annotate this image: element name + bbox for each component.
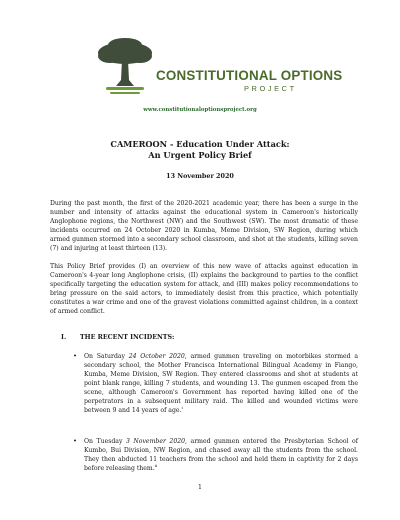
incident-date: 24 October 2020 [128, 353, 185, 360]
bullet-icon: • [73, 352, 78, 360]
logo-title: CONSTITUTIONAL OPTIONS [156, 68, 343, 83]
section-title: THE RECENT INCIDENTS: [80, 334, 175, 341]
footnote-marker[interactable]: ii [154, 462, 158, 468]
incident-date: 3 November 2020 [125, 438, 186, 445]
publication-date: 13 November 2020 [166, 172, 234, 180]
incident-lead: On Tuesday [84, 438, 126, 445]
logo-subtitle: PROJECT [244, 84, 297, 93]
tree-icon [96, 36, 154, 96]
document-title: CAMEROON - Education Under Attack: [110, 139, 290, 149]
website-link[interactable]: www.constitutionaloptionsproject.org [143, 107, 257, 113]
incident-lead: On Saturday [84, 353, 129, 360]
incident-body: , armed gunmen entered the Presbyterian School of Kumbo, Bui Division, NW Region, and chased away all the students from the school. They then abducted 11 teachers from the school and held them in captivity for 2 days before releasing them. [84, 438, 358, 472]
incident-item [84, 352, 358, 415]
page-number: 1 [198, 484, 202, 491]
overview-paragraph: This Policy Brief provides (I) an overview of this new wave of attacks against education in Cameroon's 4-year long Anglophone crisis, (II) explains the background to parties to the conflict specifically targeting the education system for attack, and (III) makes policy recommendations to bring pressure on the said actors, to immediately desist from this practice, which potentially constitutes a war crime and one of the gravest violations committed against children, in a context of armed conflict. [50, 263, 358, 315]
logo [96, 36, 343, 96]
footnote-marker[interactable]: i [181, 404, 183, 410]
bullet-icon: • [73, 437, 78, 445]
incident-item [84, 437, 358, 473]
section-heading [61, 334, 174, 341]
incident-body: , armed gunmen traveling on motorbikes stormed a secondary school, the Mother Francisca International Bilingual Academy in Fiango, Kumba, Meme Division, SW Region. They entered classrooms and shot at students at point blank range, killing 7 students, and wounding 13. The gunmen escaped from the scene, although Cameroon's Government has reported having killed one of the perpetrators in a subsequent military raid. The killed and wounded victims were between 9 and 14 years of age. [84, 353, 359, 414]
section-number: I. [61, 334, 67, 341]
intro-paragraph: During the past month, the first of the 2020-2021 academic year, there has been a surge in the number and intensity of attacks against the educational system in Cameroon's historically Anglophone regions, the Northwest (NW) and the Southwest (SW). The most dramatic of these incidents occurred on 24 October 2020 in Kumba, Meme Division, SW Region, during which armed gunmen stormed into a secondary school classroom, and shot at the students, killing seven (7) and injuring at least thirteen (13). [50, 200, 358, 252]
document-subtitle: An Urgent Policy Brief [148, 150, 252, 160]
